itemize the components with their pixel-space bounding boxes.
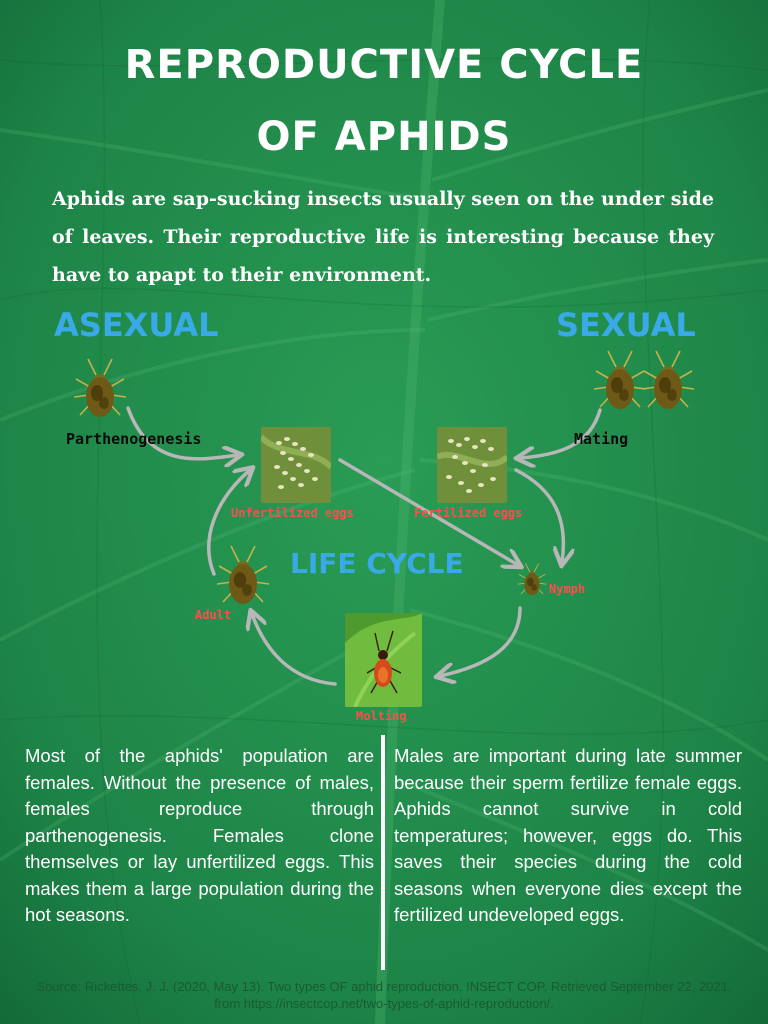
unfertilized-eggs-label: Unfertilized eggs (231, 506, 354, 520)
unfertilized-eggs-image (261, 427, 331, 503)
source-line-2: from https://insectcop.net/two-types-of-aphid-reproduction/. (214, 996, 554, 1011)
life-cycle-heading: LIFE CYCLE (290, 547, 464, 580)
nymph-aphid-icon (518, 563, 547, 595)
column-divider (381, 735, 385, 970)
mating-aphid-right-icon (642, 351, 694, 409)
molting-image (345, 613, 422, 707)
source-citation (0, 978, 768, 1012)
nymph-label: Nymph (549, 582, 586, 596)
arrow-fertilized-to-nymph (516, 470, 563, 562)
page-title-line-1: REPRODUCTIVE CYCLE (124, 42, 644, 88)
arrow-nymph-to-molting (440, 608, 520, 676)
mating-aphid-left-icon (594, 351, 646, 409)
asexual-aphid-icon (74, 359, 126, 417)
adult-aphid-icon (217, 546, 269, 604)
adult-label: Adult (195, 608, 232, 622)
arrow-adult-to-unfertilized (209, 470, 250, 574)
sexual-heading: SEXUAL (556, 306, 696, 344)
right-column-text: Males are important during late summer because their sperm fertilize female eggs. Aphids cannot survive in cold temperatures; however, eggs do. This saves their species during the cold seasons when everyone dies except the fertilized undeveloped eggs. (394, 745, 742, 925)
asexual-heading: ASEXUAL (54, 306, 219, 344)
arrow-molting-to-adult (252, 614, 335, 684)
molting-label: Molting (356, 709, 407, 723)
parthenogenesis-label: Parthenogenesis (66, 430, 202, 448)
page-title-line-2: OF APHIDS (256, 114, 512, 160)
fertilized-eggs-label: Fertilized eggs (414, 506, 523, 520)
left-column-text: Most of the aphids' population are females. Without the presence of males, females reproduce through parthenogenesis. Females clone themselves or lay unfertilized eggs. This makes them a large population during the hot seasons. (25, 745, 374, 925)
source-line-1: Source: Rickettes, J. J. (2020, May 13). Two types OF aphid reproduction. INSECT COP. Retrieved September 22, 2021, (36, 979, 732, 994)
mating-label: Mating (574, 430, 629, 448)
intro-paragraph: Aphids are sap-sucking insects usually seen on the under side of leaves. Their reproductive life is interesting because they have to apapt to their environment. (52, 188, 714, 286)
fertilized-eggs-image (437, 427, 507, 503)
